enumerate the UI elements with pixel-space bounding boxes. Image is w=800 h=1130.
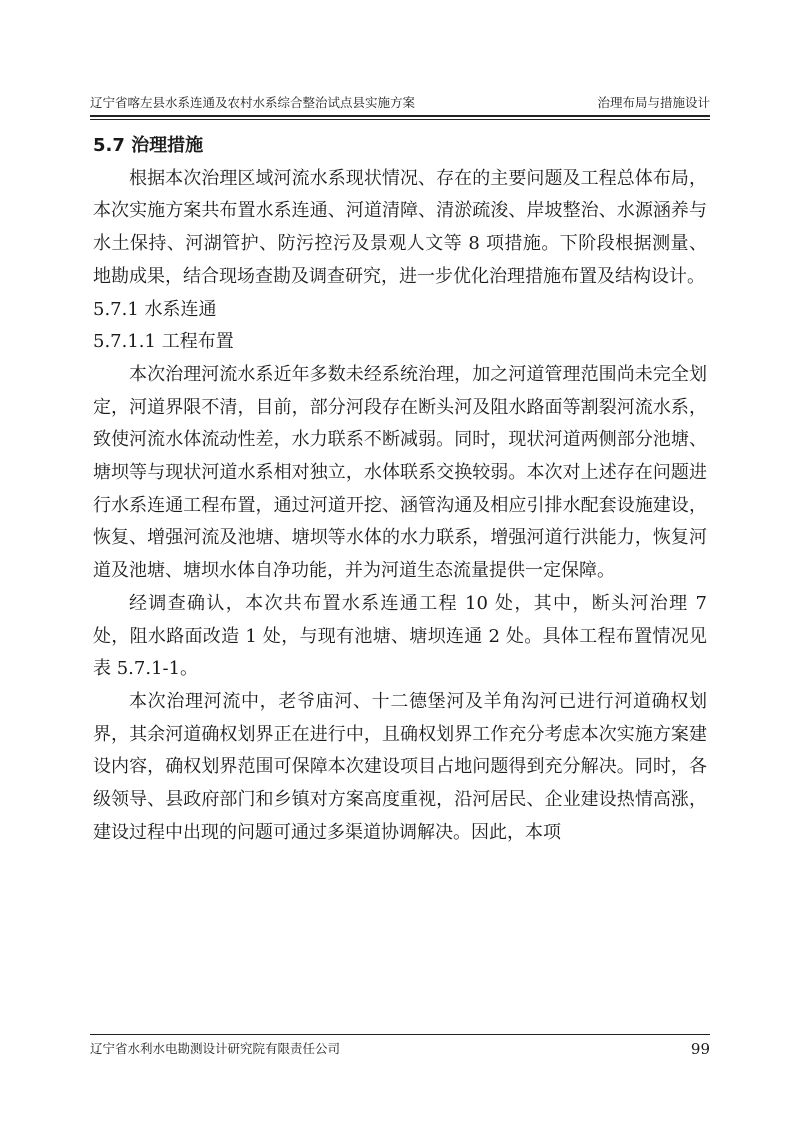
footer-organization: 辽宁省水利水电勘测设计研究院有限责任公司 — [90, 1041, 341, 1056]
header-chapter-title: 治理布局与措施设计 — [597, 95, 710, 110]
page-body — [93, 130, 707, 849]
page-footer — [90, 1038, 710, 1060]
page-header — [90, 92, 710, 114]
subsubsection-heading: 5.7.1.1 工程布置 — [93, 331, 234, 353]
intro-paragraph: 根据本次治理区域河流水系现状情况、存在的主要问题及工程总体布局，本次实施方案共布置水系连通、河道清障、清淤疏浚、岸坡整治、水源涵养与水土保持、河湖管护、防污控污及景观人文等 8 项措施。下阶段根据测量、地勘成果，结合现场查勘及调查研究，进一步优化治理措施布置及结构设计。 — [93, 167, 707, 287]
header-rule-thin — [90, 119, 710, 120]
body-paragraph-3: 本次治理河流中，老爷庙河、十二德堡河及羊角沟河已进行河道确权划界，其余河道确权划界正在进行中，且确权划界工作充分考虑本次实施方案建设内容，确权划界范围可保障本次建设项目占地问题得到充分解决。同时，各级领导、县政府部门和乡镇对方案高度重视，沿河居民、企业建设热情高涨，建设过程中出现的问题可通过多渠道协调解决。因此，本项 — [93, 690, 707, 843]
body-paragraph-1: 本次治理河流水系近年多数未经系统治理，加之河道管理范围尚未完全划定，河道界限不清，目前，部分河段存在断头河及阻水路面等割裂河流水系，致使河流水体流动性差，水力联系不断减弱。同时，现状河道两侧部分池塘、塘坝等与现状河道水系相对独立，水体联系交换较弱。本次对上述存在问题进行水系连通工程布置，通过河道开挖、涵管沟通及相应引排水配套设施建设，恢复、增强河流及池塘、塘坝等水体的水力联系，增强河道行洪能力，恢复河道及池塘、塘坝水体自净功能，并为河道生态流量提供一定保障。 — [93, 363, 707, 582]
header-rule-thick — [90, 115, 710, 117]
page-number: 99 — [690, 1040, 710, 1058]
header-document-title: 辽宁省喀左县水系连通及农村水系综合整治试点县实施方案 — [90, 95, 416, 110]
footer-rule — [90, 1034, 710, 1035]
subsection-heading: 5.7.1 水系连通 — [93, 298, 217, 320]
body-paragraph-2: 经调查确认，本次共布置水系连通工程 10 处，其中，断头河治理 7 处，阻水路面改造 1 处，与现有池塘、塘坝连通 2 处。具体工程布置情况见表 5.7.1-1。 — [93, 592, 707, 680]
section-heading: 5.7 治理措施 — [93, 135, 204, 156]
